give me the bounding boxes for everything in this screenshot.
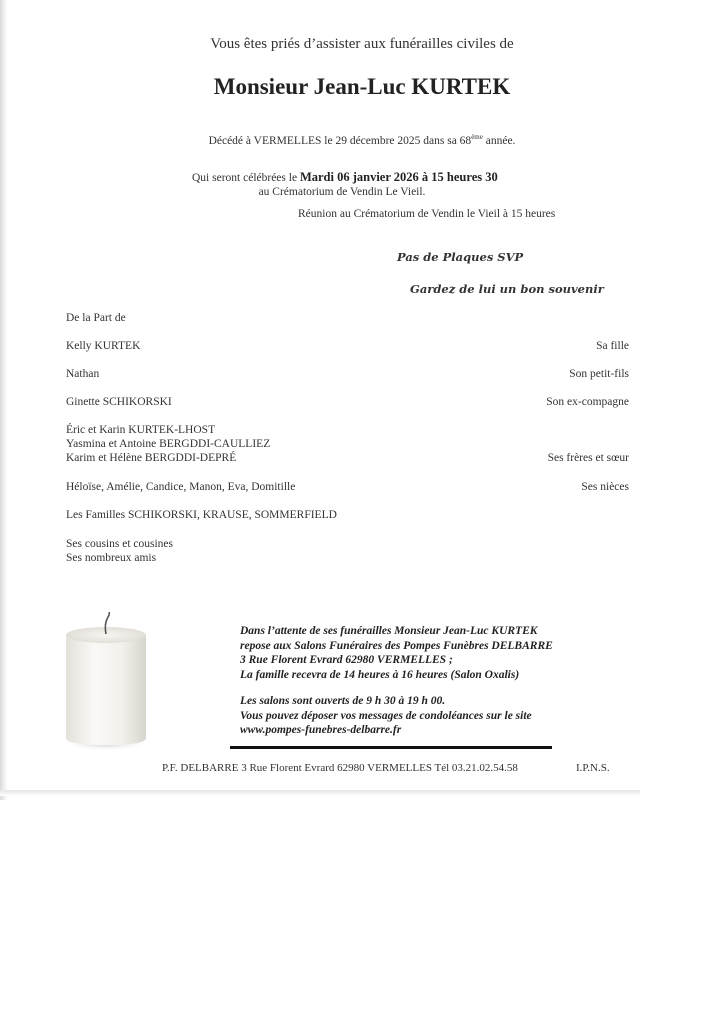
family-entry-name: Ses nombreux amis xyxy=(66,552,157,564)
ceremony-datetime: Mardi 06 janvier 2026 à 15 heures 30 xyxy=(299,170,498,184)
ceremony-prefix: Qui seront célébrées le xyxy=(192,172,300,184)
notice-spacer xyxy=(240,682,553,694)
ordinal-superscript: ème xyxy=(471,133,483,141)
company-footer: P.F. DELBARRE 3 Rue Florent Evrard 62980 VERMELLES Tél 03.21.02.54.58 xyxy=(162,762,518,774)
deceased-name: Monsieur Jean-Luc KURTEK xyxy=(213,74,511,99)
family-entry-names: Héloïse, Amélie, Candice, Manon, Eva, Domitille xyxy=(66,481,296,493)
family-entry-relation: Sa fille xyxy=(596,340,629,352)
invitation-intro: Vous êtes priés d’assister aux funérailles civiles de xyxy=(210,36,514,52)
family-entry-names: Ginette SCHIKORSKI xyxy=(66,396,172,408)
family-entry-relation: Ses nièces xyxy=(581,481,629,493)
ceremony-place: au Crématorium de Vendin Le Vieil. xyxy=(258,186,426,198)
viewing-notice xyxy=(240,624,553,738)
scan-page-bottom-edge xyxy=(0,790,640,796)
death-line xyxy=(0,133,724,147)
death-line-text: Décédé à VERMELLES le 29 décembre 2025 dans sa 68 xyxy=(208,134,472,147)
family-entry-relation: Ses frères et sœur xyxy=(547,452,629,464)
family-entry-relation: Son ex-compagne xyxy=(546,396,629,408)
notice-line: 3 Rue Florent Evrard 62980 VERMELLES ; xyxy=(240,654,453,666)
family-entry-name: Ses cousins et cousines xyxy=(66,538,174,550)
reunion-line: Réunion au Crématorium de Vendin le Vieil à 15 heures xyxy=(298,208,556,220)
memory-note: Gardez de lui un bon souvenir xyxy=(410,282,604,296)
notice-line: Les salons sont ouverts de 9 h 30 à 19 h 00. xyxy=(240,695,446,707)
notice-website: www.pompes-funebres-delbarre.fr xyxy=(240,724,402,736)
family-entry-relation: Son petit-fils xyxy=(569,368,629,380)
scan-shadow-edge xyxy=(0,0,8,800)
family-entry-name: Éric et Karin KURTEK-LHOST xyxy=(66,424,216,436)
notice-line: La famille recevra de 14 heures à 16 heures (Salon Oxalis) xyxy=(240,668,520,681)
family-entry-name: Yasmina et Antoine BERGDDI-CAULLIEZ xyxy=(66,438,271,450)
candle-icon xyxy=(60,612,152,752)
ipns-mark: I.P.N.S. xyxy=(576,762,610,774)
family-entry-names: Nathan xyxy=(66,368,100,380)
death-line-end: année. xyxy=(482,134,516,147)
footer-divider xyxy=(230,746,552,749)
family-entry-names: Les Familles SCHIKORSKI, KRAUSE, SOMMERFIELD xyxy=(66,509,337,521)
notice-line: Dans l’attente de ses funérailles Monsieur Jean-Luc KURTEK xyxy=(240,625,538,637)
family-header: De la Part de xyxy=(66,312,126,324)
notice-line: repose aux Salons Funéraires des Pompes Funèbres DELBARRE xyxy=(240,639,553,652)
family-entry-names: Kelly KURTEK xyxy=(66,340,141,352)
family-entry-names-group xyxy=(66,423,270,465)
notice-line: Vous pouvez déposer vos messages de condoléances sur le site xyxy=(240,709,532,722)
ceremony-block xyxy=(192,170,498,199)
family-entry-name: Karim et Hélène BERGDDI-DEPRÉ xyxy=(66,452,237,464)
family-entry-names-group xyxy=(66,537,173,565)
no-plaques-note: Pas de Plaques SVP xyxy=(397,250,524,264)
candle-image xyxy=(60,612,152,752)
ceremony-date-line xyxy=(192,170,498,185)
